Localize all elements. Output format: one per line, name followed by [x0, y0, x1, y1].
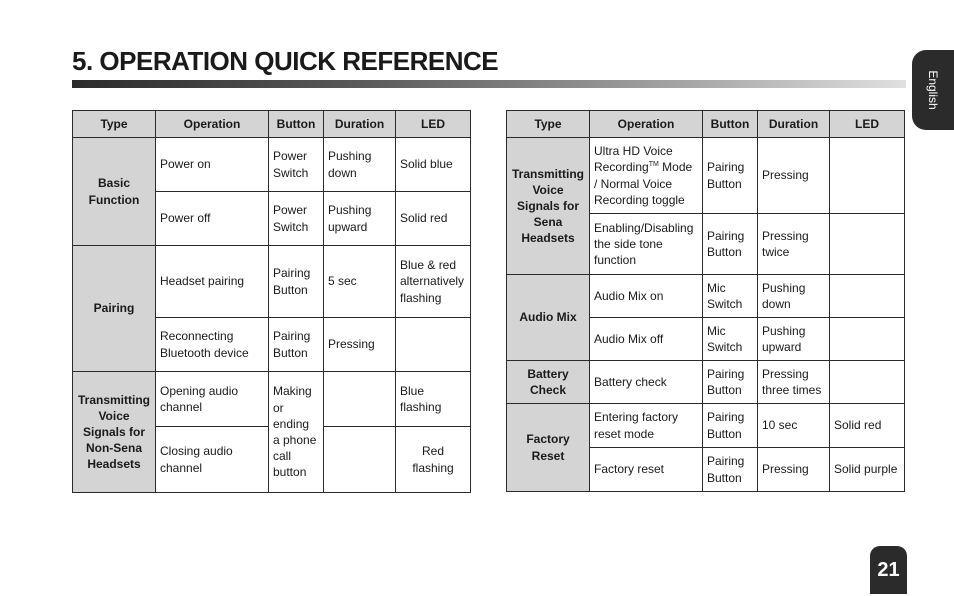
led-cell [830, 138, 905, 214]
button-cell: Power Switch [269, 192, 324, 246]
button-cell: Mic Switch [703, 275, 758, 318]
header-type: Type [73, 111, 156, 138]
operation-cell: Entering factory reset mode [590, 404, 703, 448]
led-cell: Solid blue [396, 138, 471, 192]
button-cell: Pairing Button [703, 361, 758, 404]
duration-cell: Pressing [324, 318, 396, 372]
duration-cell: Pushing upward [758, 318, 830, 361]
led-cell [830, 361, 905, 404]
type-cell: Pairing [73, 246, 156, 372]
header-operation: Operation [590, 111, 703, 138]
header-duration: Duration [324, 111, 396, 138]
operation-cell: Factory reset [590, 448, 703, 492]
quick-reference-table-right [506, 110, 905, 492]
language-tab-label: English [926, 70, 940, 110]
operation-cell: Audio Mix off [590, 318, 703, 361]
quick-reference-table-left [72, 110, 471, 493]
button-cell: Pairing Button [703, 404, 758, 448]
button-cell: Power Switch [269, 138, 324, 192]
led-cell: Solid purple [830, 448, 905, 492]
button-cell: Pairing Button [703, 138, 758, 214]
table-row [73, 138, 471, 192]
operation-cell: Enabling/Disabling the side tone function [590, 214, 703, 275]
table-header-row [73, 111, 471, 138]
table-row [507, 275, 905, 318]
led-cell [830, 214, 905, 275]
duration-cell: 10 sec [758, 404, 830, 448]
operation-cell: Power off [156, 192, 269, 246]
page-number-badge: 21 [870, 546, 907, 594]
trademark-superscript: TM [648, 161, 659, 169]
button-cell: Mic Switch [703, 318, 758, 361]
header-operation: Operation [156, 111, 269, 138]
header-led: LED [396, 111, 471, 138]
operation-cell: Power on [156, 138, 269, 192]
operation-cell: Reconnecting Bluetooth device [156, 318, 269, 372]
table-row [507, 138, 905, 214]
led-cell [396, 318, 471, 372]
table-row [507, 404, 905, 448]
button-cell: Pairing Button [703, 214, 758, 275]
duration-cell [324, 372, 396, 427]
led-cell: Red flashing [396, 427, 471, 493]
duration-cell: Pressing twice [758, 214, 830, 275]
operation-cell: Opening audio channel [156, 372, 269, 427]
operation-cell: Closing audio channel [156, 427, 269, 493]
header-button: Button [703, 111, 758, 138]
operation-text: Ultra HD Voice Recording [594, 144, 673, 175]
table-row [73, 246, 471, 318]
operation-text: Mode / Normal Voice Recording toggle [594, 160, 693, 207]
led-cell: Blue & red alternatively flashing [396, 246, 471, 318]
button-cell: Pairing Button [269, 318, 324, 372]
duration-cell: Pressing three times [758, 361, 830, 404]
operation-cell: Headset pairing [156, 246, 269, 318]
duration-cell: Pressing [758, 138, 830, 214]
language-tab [912, 50, 954, 130]
duration-cell: 5 sec [324, 246, 396, 318]
duration-cell: Pushing upward [324, 192, 396, 246]
operation-cell: Audio Mix on [590, 275, 703, 318]
button-cell: Pairing Button [269, 246, 324, 318]
led-cell [830, 275, 905, 318]
header-duration: Duration [758, 111, 830, 138]
type-cell: Transmitting Voice Signals for Non-Sena Headsets [73, 372, 156, 493]
led-cell [830, 318, 905, 361]
duration-cell [324, 427, 396, 493]
led-cell: Blue flashing [396, 372, 471, 427]
led-cell: Solid red [830, 404, 905, 448]
duration-cell: Pressing [758, 448, 830, 492]
type-cell: Factory Reset [507, 404, 590, 492]
duration-cell: Pushing down [758, 275, 830, 318]
type-cell: Battery Check [507, 361, 590, 404]
table-row [507, 361, 905, 404]
page-title: 5. OPERATION QUICK REFERENCE [72, 46, 499, 76]
header-button: Button [269, 111, 324, 138]
led-cell: Solid red [396, 192, 471, 246]
operation-cell: Battery check [590, 361, 703, 404]
type-cell: Audio Mix [507, 275, 590, 361]
table-header-row [507, 111, 905, 138]
operation-cell [590, 138, 703, 214]
button-cell: Making or ending a phone call button [269, 372, 324, 493]
header-type: Type [507, 111, 590, 138]
type-cell: Basic Function [73, 138, 156, 246]
type-cell: Transmitting Voice Signals for Sena Headsets [507, 138, 590, 275]
header-led: LED [830, 111, 905, 138]
button-cell: Pairing Button [703, 448, 758, 492]
table-row [73, 372, 471, 427]
duration-cell: Pushing down [324, 138, 396, 192]
title-gradient-bar [72, 80, 906, 88]
